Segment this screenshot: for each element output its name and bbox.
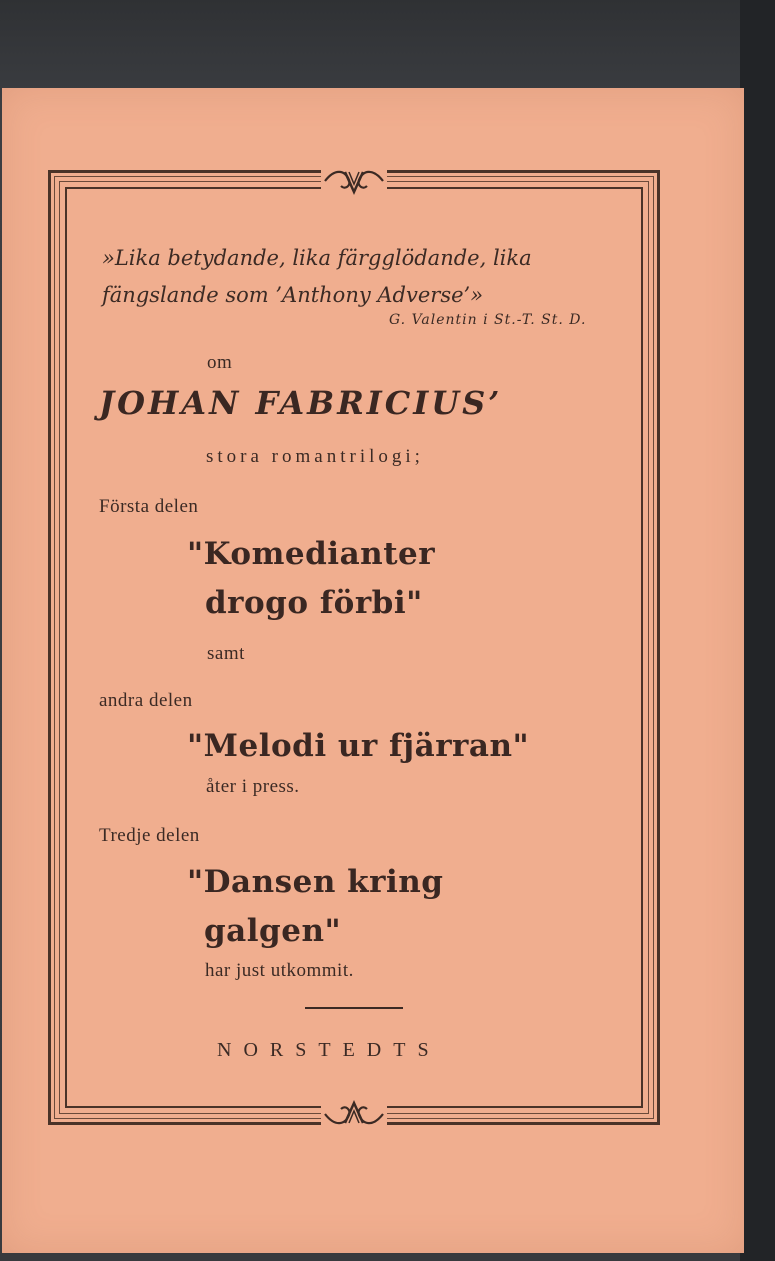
divider-rule: [305, 1007, 403, 1009]
part-2-label: andra delen: [99, 690, 193, 711]
part-1-note: samt: [207, 643, 245, 664]
part-1-title: "Komedianter: [187, 536, 436, 572]
frame-ornament-bottom: [321, 1099, 387, 1129]
part-2-title: "Melodi ur fjärran": [187, 728, 530, 764]
advertisement-page: [2, 88, 744, 1253]
intro-text: om: [207, 352, 233, 373]
part-1-label: Första delen: [99, 496, 199, 517]
review-quote: »Lika betydande, lika färgglödande, lika fängslande som ’Anthony Adverse’»: [102, 246, 532, 307]
quote-attribution: G. Valentin i St.-T. St. D.: [389, 312, 587, 328]
part-1-title-continued: drogo förbi": [205, 585, 423, 621]
scan-edge: [740, 0, 775, 1261]
part-2-note: åter i press.: [206, 776, 300, 797]
author-name: JOHAN FABRICIUS’: [99, 384, 503, 422]
frame-ornament-top: [321, 166, 387, 196]
part-3-title: "Dansen kring: [187, 864, 444, 900]
part-3-title-continued: galgen": [204, 913, 342, 949]
part-3-note: har just utkommit.: [205, 960, 354, 981]
publisher-name: NORSTEDTS: [217, 1039, 441, 1061]
part-3-label: Tredje delen: [99, 825, 200, 846]
trilogy-subtitle: stora romantrilogi;: [206, 446, 424, 467]
